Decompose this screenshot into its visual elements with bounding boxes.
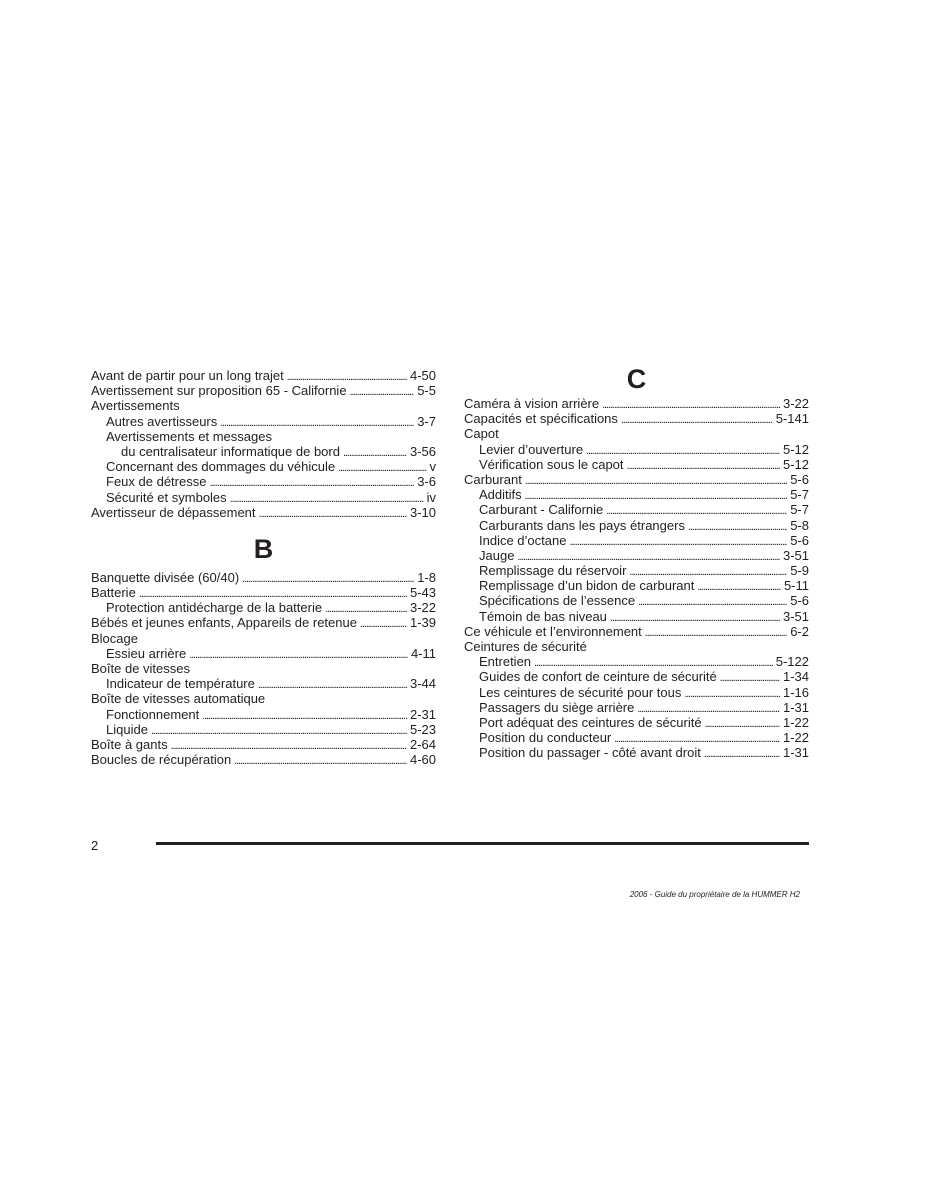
- index-entry-page: 1-31: [782, 699, 809, 715]
- index-entry: [91, 459, 436, 474]
- index-entry-text: Position du passager - côté avant droit: [479, 745, 701, 761]
- dot-leader: [621, 411, 773, 428]
- index-entry: [91, 676, 436, 691]
- index-entry-page: 6-2: [790, 623, 809, 639]
- index-entry-text: Boîte de vitesses automatique: [91, 691, 266, 707]
- index-entry-text: Batterie: [91, 585, 136, 601]
- index-entry-page: v: [429, 459, 436, 475]
- index-entry: [91, 444, 436, 459]
- index-entry-page: 3-22: [782, 396, 809, 411]
- index-entry-page: 5-6: [790, 593, 809, 609]
- index-entry: [464, 411, 809, 426]
- index-entry-text: Boucles de récupération: [91, 752, 232, 768]
- index-entry: [464, 518, 809, 533]
- footer-caption: 2006 - Guide du propriétaire de la HUMMER H2: [629, 890, 800, 899]
- index-entry: [464, 685, 809, 700]
- index-entry-page: 1-31: [782, 745, 809, 761]
- index-entry-text: du centralisateur informatique de bord: [121, 443, 340, 459]
- index-entry: [464, 715, 809, 730]
- index-entry-text: Carburant: [464, 471, 522, 487]
- index-entry: [464, 578, 809, 593]
- index-entry: [91, 737, 436, 752]
- index-entry-page: 1-39: [409, 615, 436, 631]
- index-entry-page: 3-56: [409, 443, 436, 459]
- index-entry-text: Ce véhicule et l’environnement: [464, 623, 642, 639]
- index-entry-page: 5-23: [409, 721, 436, 737]
- dot-leader: [259, 505, 407, 522]
- index-entry: [91, 490, 436, 505]
- index-entry: [91, 631, 436, 646]
- index-column-left: [91, 368, 436, 767]
- index-entry-page: 5-7: [790, 487, 809, 503]
- index-entry: [464, 624, 809, 639]
- index-entry: [464, 442, 809, 457]
- index-entry-page: 3-51: [782, 608, 809, 624]
- index-entry-text: Carburant - Californie: [479, 502, 604, 518]
- index-entry-text: Fonctionnement: [106, 706, 200, 722]
- index-entry-page: 5-12: [782, 441, 809, 457]
- index-entry: [91, 383, 436, 398]
- index-entry: [464, 563, 809, 578]
- index-entry-text: Essieu arrière: [106, 645, 187, 661]
- dot-leader: [704, 745, 780, 762]
- index-entry: [91, 707, 436, 722]
- index-entry-text: Entretien: [479, 654, 532, 670]
- index-entry-text: Feux de détresse: [106, 474, 207, 490]
- index-list-c: [464, 396, 809, 761]
- index-entry: [91, 600, 436, 615]
- index-entry: [91, 661, 436, 676]
- index-entry: [91, 474, 436, 489]
- dot-leader: [350, 383, 415, 400]
- index-entry-page: 5-11: [783, 578, 809, 594]
- index-entry: [464, 593, 809, 608]
- index-entry-text: Passagers du siège arrière: [479, 699, 635, 715]
- index-entry-text: Indicateur de température: [106, 676, 255, 692]
- index-entry-page: 3-44: [409, 676, 436, 692]
- index-entry: [91, 752, 436, 767]
- index-entry-page: 4-50: [409, 368, 436, 383]
- index-entry-page: 3-22: [409, 600, 436, 616]
- index-entry-text: Concernant des dommages du véhicule: [106, 459, 336, 475]
- dot-leader: [258, 676, 407, 693]
- index-entry: [464, 745, 809, 760]
- index-entry-page: 2-64: [409, 736, 436, 752]
- index-entry-text: Banquette divisée (60/40): [91, 569, 240, 585]
- index-entry-text: Bébés et jeunes enfants, Appareils de retenue: [91, 615, 357, 631]
- index-entry-text: Guides de confort de ceinture de sécurité: [479, 669, 717, 685]
- index-entry-page: 5-6: [790, 471, 809, 487]
- index-entry: [464, 639, 809, 654]
- section-letter-c: C: [626, 364, 647, 394]
- section-letter-b: B: [253, 533, 274, 564]
- index-entry-page: 2-31: [409, 706, 436, 722]
- index-entry: [464, 426, 809, 441]
- index-entry-text: Additifs: [479, 487, 522, 503]
- index-entry-text: Avertissements: [91, 398, 180, 414]
- index-list-a: [91, 368, 436, 520]
- index-entry: [91, 615, 436, 630]
- index-entry-text: Avertissement sur proposition 65 - Californie: [91, 383, 347, 399]
- index-entry: [91, 722, 436, 737]
- index-entry-text: Capacités et spécifications: [464, 411, 618, 427]
- dot-leader: [360, 615, 407, 632]
- index-entry-page: 1-34: [782, 669, 809, 685]
- index-entry-page: 1-16: [782, 684, 809, 700]
- index-entry: [464, 700, 809, 715]
- index-entry: [464, 502, 809, 517]
- index-entry-page: 4-11: [410, 645, 436, 661]
- index-entry-text: Position du conducteur: [479, 730, 612, 746]
- index-entry-text: Ceintures de sécurité: [464, 639, 587, 654]
- index-entry: [91, 570, 436, 585]
- index-entry: [91, 398, 436, 413]
- index-entry-page: 3-6: [417, 474, 436, 490]
- index-entry: [91, 585, 436, 600]
- index-entry-text: Port adéquat des ceintures de sécurité: [479, 714, 702, 730]
- index-entry: [91, 414, 436, 429]
- index-entry: [464, 533, 809, 548]
- index-entry-page: 4-60: [409, 752, 436, 768]
- index-entry-page: 1-22: [782, 714, 809, 730]
- index-entry-page: iv: [426, 489, 436, 505]
- index-entry-page: 3-7: [417, 413, 436, 429]
- index-entry-text: Capot: [464, 426, 499, 442]
- index-entry-page: 5-5: [417, 383, 436, 399]
- index-entry-text: Les ceintures de sécurité pour tous: [479, 684, 682, 700]
- index-entry-text: Liquide: [106, 721, 148, 737]
- index-entry-text: Remplissage du réservoir: [479, 563, 627, 579]
- index-entry: [91, 368, 436, 383]
- index-entry: [464, 609, 809, 624]
- index-entry: [464, 548, 809, 563]
- index-entry-text: Levier d’ouverture: [479, 441, 584, 457]
- index-entry-text: Carburants dans les pays étrangers: [479, 517, 685, 533]
- index-entry-text: Témoin de bas niveau: [479, 608, 607, 624]
- index-entry-text: Avant de partir pour un long trajet: [91, 368, 284, 383]
- index-entry-page: 5-141: [775, 411, 809, 427]
- index-entry: [91, 646, 436, 661]
- index-entry-text: Boîte à gants: [91, 736, 168, 752]
- index-entry-text: Blocage: [91, 630, 138, 646]
- index-entry-text: Jauge: [479, 547, 515, 563]
- index-entry-text: Avertissements et messages: [106, 428, 272, 444]
- index-entry: [91, 505, 436, 520]
- footer-rule: [156, 842, 809, 845]
- index-entry: [91, 691, 436, 706]
- index-entry: [91, 429, 436, 444]
- index-entry: [464, 457, 809, 472]
- index-entry-page: 5-122: [775, 654, 809, 670]
- index-entry-page: 5-12: [782, 456, 809, 472]
- index-entry-text: Boîte de vitesses: [91, 661, 190, 676]
- index-entry-text: Protection antidécharge de la batterie: [106, 600, 323, 616]
- dot-leader: [189, 646, 408, 663]
- index-entry-page: 3-51: [782, 547, 809, 563]
- index-list-b: [91, 570, 436, 767]
- index-entry-page: 5-43: [409, 585, 436, 601]
- index-entry-page: 1-8: [417, 569, 436, 585]
- index-entry: [464, 654, 809, 669]
- index-entry-text: Autres avertisseurs: [106, 413, 218, 429]
- dot-leader: [645, 624, 787, 641]
- index-entry: [464, 730, 809, 745]
- index-entry-page: 3-10: [409, 504, 436, 520]
- index-entry-text: Vérification sous le capot: [479, 456, 624, 472]
- dot-leader: [234, 752, 407, 769]
- index-entry: [464, 472, 809, 487]
- index-entry-page: 1-22: [782, 730, 809, 746]
- index-entry-text: Sécurité et symboles: [106, 489, 227, 505]
- index-entry: [464, 487, 809, 502]
- index-entry: [464, 669, 809, 684]
- index-entry-text: Caméra à vision arrière: [464, 396, 600, 411]
- index-column-right: [464, 364, 809, 761]
- index-entry-page: 5-8: [790, 517, 809, 533]
- index-entry-text: Avertisseur de dépassement: [91, 504, 256, 520]
- index-entry: [464, 396, 809, 411]
- index-entry-page: 5-6: [790, 532, 809, 548]
- index-entry-text: Indice d’octane: [479, 532, 567, 548]
- index-entry-page: 5-9: [790, 563, 809, 579]
- index-entry-text: Remplissage d’un bidon de carburant: [479, 578, 695, 594]
- page-number: 2: [91, 838, 99, 853]
- index-entry-page: 5-7: [790, 502, 809, 518]
- index-entry-text: Spécifications de l’essence: [479, 593, 636, 609]
